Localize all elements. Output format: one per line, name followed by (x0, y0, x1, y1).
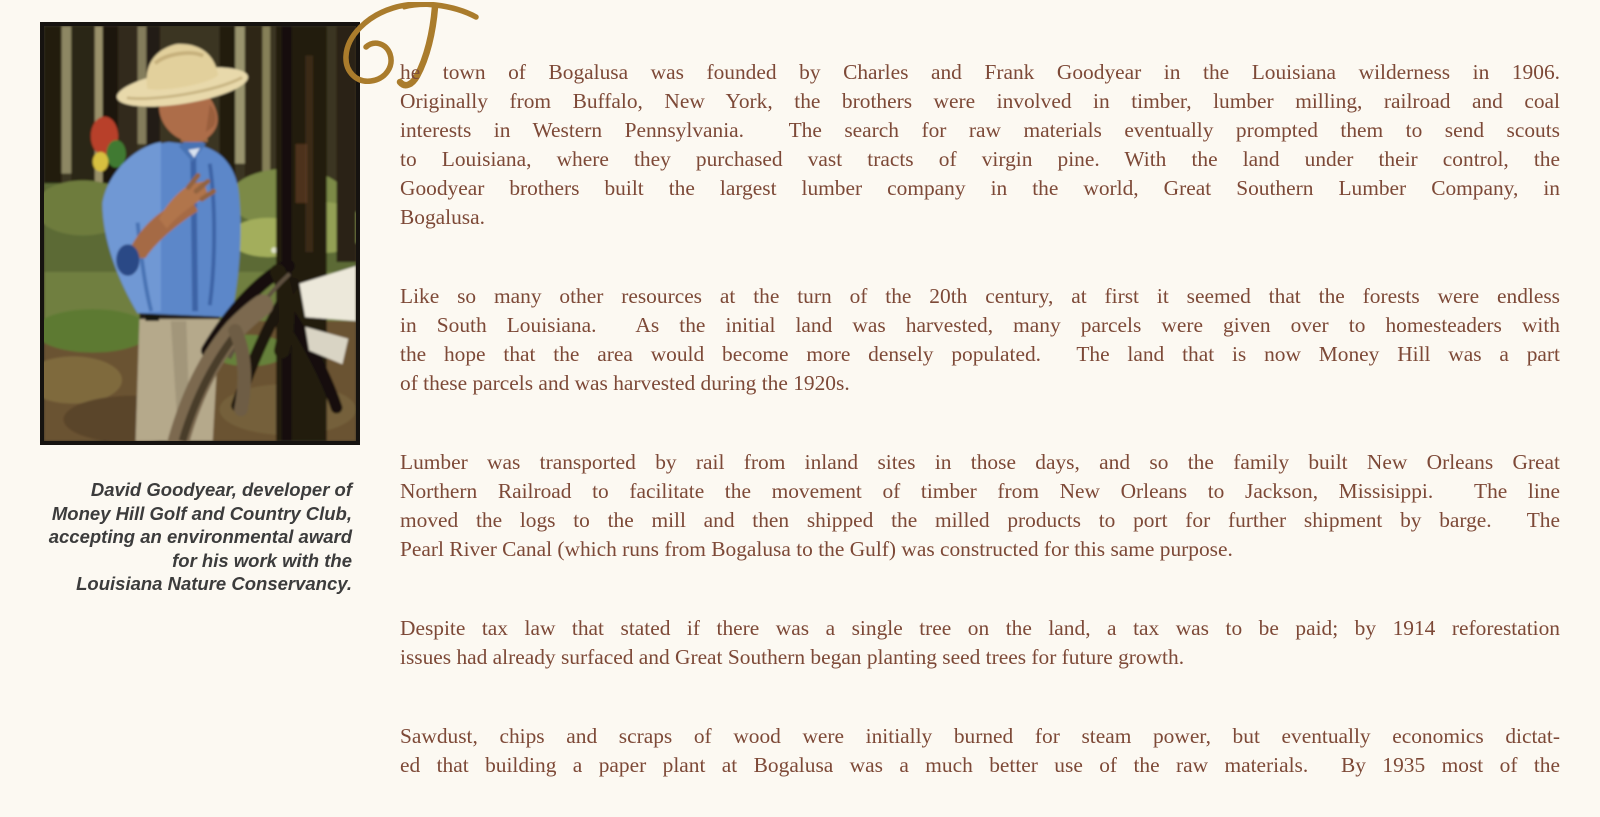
caption-line: Louisiana Nature Conservancy. (76, 573, 352, 594)
paragraph (400, 282, 1560, 398)
text-line: Despite tax law that stated if there was a single tree on the land, a tax was to be paid; by 1914 reforestation (400, 616, 1560, 640)
text-line: Pearl River Canal (which runs from Bogalusa to the Gulf) was constructed for this same purpose. (400, 537, 1233, 561)
goodyear-photo (40, 22, 360, 445)
text-line: Northern Railroad to facilitate the movement of timber from New Orleans to Jackson, Missisippi. The line (400, 479, 1560, 503)
text-line: ed that building a paper plant at Bogalusa was a much better use of the raw materials. By 1935 most of the (400, 753, 1560, 777)
forest-scene-illustration (44, 26, 356, 441)
caption-line: accepting an environmental award (48, 526, 352, 547)
article-text (400, 58, 1560, 780)
text-line: the hope that the area would become more densely populated. The land that is now Money Hill was a part (400, 342, 1560, 366)
text-line: moved the logs to the mill and then shipped the milled products to port for further shipment by barge. The (400, 508, 1560, 532)
text-line: Originally from Buffalo, New York, the brothers were involved in timber, lumber milling, railroad and coal (400, 89, 1560, 113)
text-line: Sawdust, chips and scraps of wood were initially burned for steam power, but eventually economics dictat- (400, 724, 1560, 748)
text-line: Lumber was transported by rail from inland sites in those days, and so the family built New Orleans Great (400, 450, 1560, 474)
paragraph (400, 58, 1560, 232)
caption-line: for his work with the (172, 549, 352, 571)
caption-line: David Goodyear, developer of (90, 479, 352, 500)
paragraph (400, 614, 1560, 672)
text-line: interests in Western Pennsylvania. The search for raw materials eventually prompted them to send scouts (400, 118, 1560, 142)
paragraph (400, 448, 1560, 564)
caption-line: Money Hill Golf and Country Club, (51, 502, 352, 524)
text-line: Bogalusa. (400, 205, 485, 229)
text-line: Goodyear brothers built the largest lumber company in the world, Great Southern Lumber Company, in (400, 176, 1560, 200)
paragraph (400, 722, 1560, 780)
photo-caption (28, 478, 352, 596)
text-line: issues had already surfaced and Great Southern began planting seed trees for future growth. (400, 645, 1185, 669)
text-line: to Louisiana, where they purchased vast tracts of virgin pine. With the land under their control, the (400, 147, 1560, 171)
text-line: of these parcels and was harvested during the 1920s. (400, 371, 850, 395)
text-line: in South Louisiana. As the initial land was harvested, many parcels were given over to homesteaders with (400, 313, 1560, 337)
text-line: Like so many other resources at the turn of the 20th century, at first it seemed that the forests were endless (400, 284, 1560, 308)
text-line: he town of Bogalusa was founded by Charles and Frank Goodyear in the Louisiana wilderness in 1906. (400, 60, 1560, 84)
